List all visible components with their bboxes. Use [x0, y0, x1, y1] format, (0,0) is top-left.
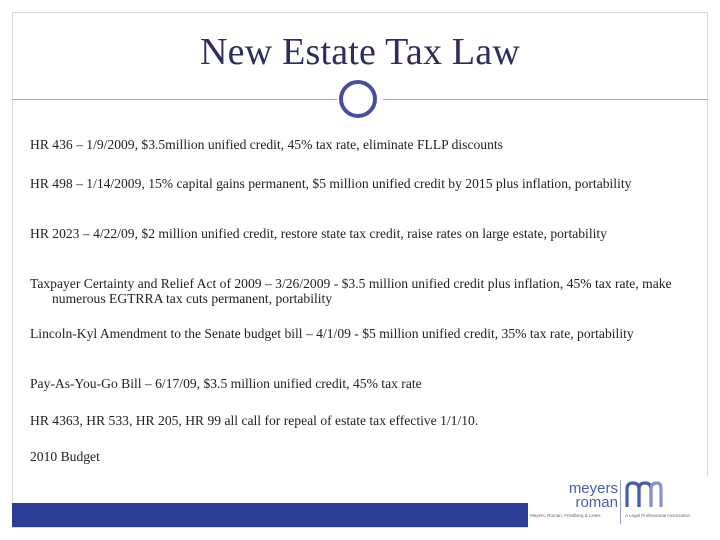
list-item: 2010 Budget — [30, 449, 100, 464]
list-item: HR 498 – 1/14/2009, 15% capital gains permanent, $5 million unified credit by 2015 plus inflation, portability — [30, 176, 632, 191]
list-item: HR 2023 – 4/22/09, $2 million unified credit, restore state tax credit, raise rates on large estate, portability — [30, 226, 607, 241]
divider-ring-icon — [339, 80, 377, 118]
logo-name-line2: roman — [575, 494, 618, 511]
logo-mark-icon — [625, 481, 663, 507]
logo-name — [569, 482, 618, 510]
logo-separator — [620, 480, 621, 524]
slide-title: New Estate Tax Law — [200, 31, 520, 73]
list-item: Pay-As-You-Go Bill – 6/17/09, $3.5 million unified credit, 45% tax rate — [30, 376, 422, 391]
list-item: HR 436 – 1/9/2009, $3.5million unified credit, 45% tax rate, eliminate FLLP discounts — [30, 137, 503, 152]
list-item: HR 4363, HR 533, HR 205, HR 99 all call for repeal of estate tax effective 1/1/10. — [30, 413, 479, 428]
list-item: Taxpayer Certainty and Relief Act of 2009 – 3/26/2009 - $3.5 million unified credit plus inflation, 45% tax rate, make numerous EGTRRA tax cuts permanent, portability — [30, 276, 672, 306]
title-divider-right — [383, 99, 708, 100]
logo-subtitle-left: Meyers, Roman, Friedberg & Lewis — [530, 513, 601, 518]
footer-bar — [12, 503, 528, 527]
firm-logo — [528, 476, 708, 528]
list-item: Lincoln-Kyl Amendment to the Senate budget bill – 4/1/09 - $5 million unified credit, 35% tax rate, portability — [30, 326, 634, 341]
title-divider-left — [12, 99, 337, 100]
logo-name-line1: meyers — [568, 480, 618, 497]
logo-subtitle-right: A Legal Professional Association — [625, 513, 691, 518]
